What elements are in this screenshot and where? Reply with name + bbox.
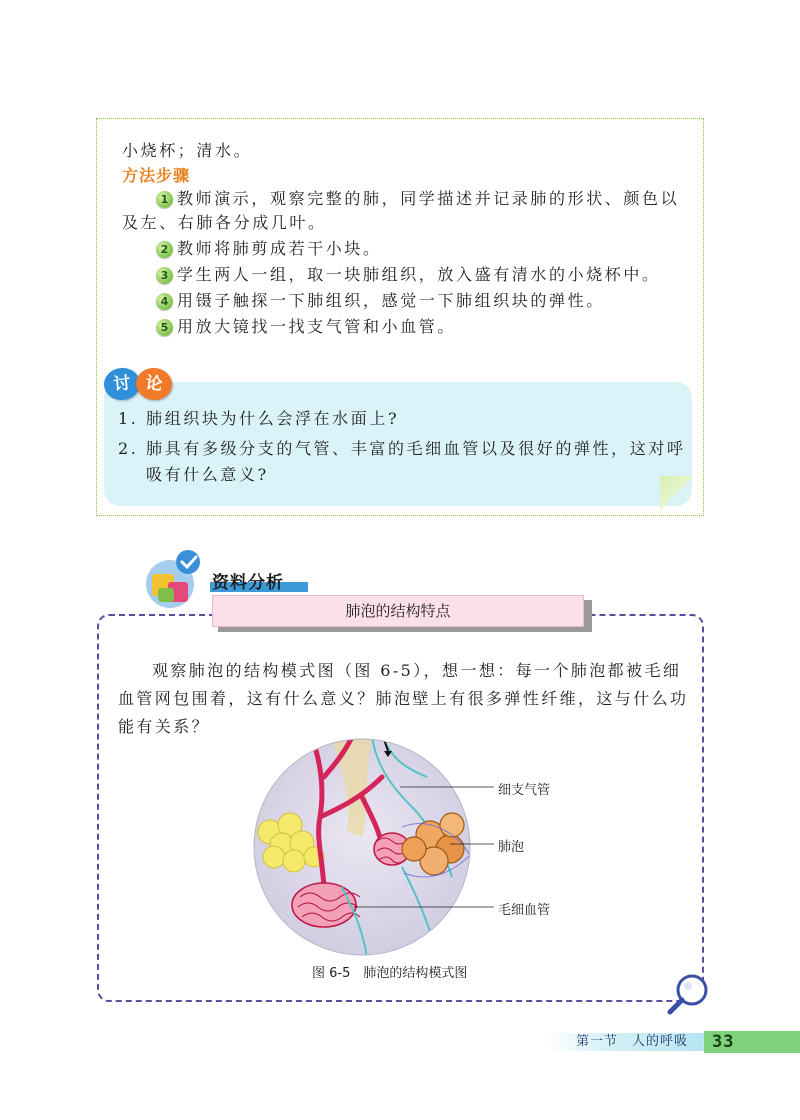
step-number-badge: 1 <box>156 191 173 208</box>
alveoli-diagram <box>252 737 472 957</box>
page-number: 33 <box>704 1031 800 1053</box>
label-alveolus: 肺泡 <box>498 840 525 855</box>
question-text: 肺组织块为什么会浮在水面上? <box>146 409 400 428</box>
step-1 <box>156 188 679 210</box>
question-number: 2. <box>118 439 139 458</box>
step-2 <box>156 238 382 260</box>
leader-line-extensions <box>472 780 496 920</box>
label-capillary: 毛细血管 <box>498 903 551 918</box>
step-text: 学生两人一组，取一块肺组织，放入盛有清水的小烧杯中。 <box>177 265 661 284</box>
step-number-badge: 4 <box>156 293 173 310</box>
question-number: 1. <box>118 409 139 428</box>
section-title: 第一节 人的呼吸 <box>576 1034 689 1049</box>
data-analysis-title: 资料分析 <box>212 573 284 593</box>
step-text: 教师演示，观察完整的肺，同学描述并记录肺的形状、颜色以 <box>177 189 680 208</box>
paragraph-line-1: 观察肺泡的结构模式图（图 6-5），想一想：每一个肺泡都被毛细 <box>152 661 682 680</box>
magnifier-icon <box>666 972 710 1016</box>
question-2 <box>118 438 686 460</box>
question-1 <box>118 408 399 430</box>
question-2-continuation: 吸有什么意义? <box>146 465 269 484</box>
method-steps-title: 方法步骤 <box>122 166 191 185</box>
step-number-badge: 3 <box>156 267 173 284</box>
materials-line: 小烧杯；清水。 <box>122 141 253 160</box>
step-text: 用镊子触探一下肺组织，感觉一下肺组织块的弹性。 <box>177 291 605 310</box>
step-4 <box>156 290 605 312</box>
step-number-badge: 5 <box>156 319 173 336</box>
discussion-badge-1: 讨 <box>102 366 141 402</box>
step-text: 教师将肺剪成若干小块。 <box>177 239 382 258</box>
puzzle-check-icon <box>138 548 206 612</box>
label-bronchiole: 细支气管 <box>498 783 551 798</box>
paragraph-line-2: 血管网包围着，这有什么意义？肺泡壁上有很多弹性纤维，这与什么功 <box>118 689 689 708</box>
paragraph-line-3: 能有关系？ <box>118 717 211 736</box>
step-1-continuation: 及左、右肺各分成几叶。 <box>122 213 327 232</box>
topic-title: 肺泡的结构特点 <box>212 595 584 627</box>
step-text: 用放大镜找一找支气管和小血管。 <box>177 317 457 336</box>
step-number-badge: 2 <box>156 241 173 258</box>
discussion-badge-2: 论 <box>134 366 173 402</box>
step-5 <box>156 316 456 338</box>
figure-caption: 图 6-5 肺泡的结构模式图 <box>312 966 468 981</box>
question-text: 肺具有多级分支的气管、丰富的毛细血管以及很好的弹性，这对呼 <box>146 439 686 458</box>
step-3 <box>156 264 661 286</box>
